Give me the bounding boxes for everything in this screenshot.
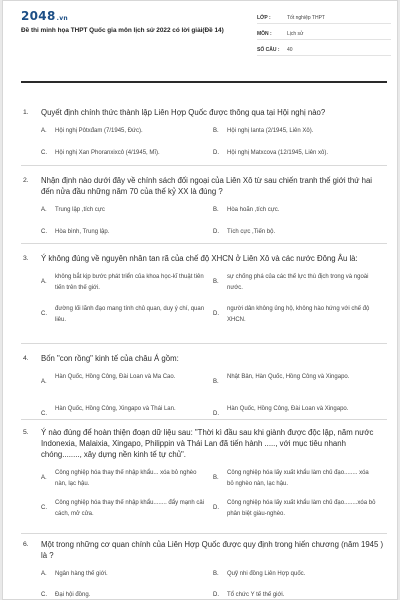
option-letter: D.	[213, 592, 219, 598]
question-separator	[21, 419, 387, 420]
option-a[interactable]	[41, 205, 206, 216]
option-text: Hội nghị Xan Phoranxixcô (4/1945, Mĩ).	[55, 150, 160, 156]
option-letter: B.	[213, 475, 219, 481]
option-letter: C.	[41, 411, 47, 417]
option-text: Hàn Quốc, Hồng Công, Đài Loan và Xingapo.	[227, 406, 349, 412]
option-d[interactable]	[213, 148, 393, 159]
option-text: Quỹ nhi đồng Liên Hợp quốc.	[227, 571, 306, 577]
option-a[interactable]	[41, 126, 206, 137]
question-separator	[21, 165, 387, 166]
option-letter: B.	[213, 571, 219, 577]
question-text: Một trong những cơ quan chính của Liên Hợp Quốc được quy định trong hiến chương (năm 1945 ) là ?	[41, 540, 384, 560]
meta-value: Lịch sử	[287, 30, 304, 37]
option-d[interactable]	[213, 404, 383, 419]
logo-main: 2048	[21, 9, 56, 23]
question-text: Nhận định nào dưới đây về chính sách đối ngoại của Liên Xô từ sau chiến tranh thế giới thứ hai đến nửa đầu những năm 70 của thế kỷ XX là đúng ?	[41, 176, 373, 196]
question-6	[3, 539, 398, 600]
option-d[interactable]	[213, 304, 383, 325]
option-letter: B.	[213, 128, 219, 134]
question-number: 4.	[23, 355, 29, 362]
option-text: Hòa hoãn ,tích cực.	[227, 207, 280, 213]
option-letter: D.	[213, 505, 219, 511]
option-text: Công nghiệp hóa thay thế nhập khẩu... xóa bỏ nghèo nàn, lạc hậu.	[55, 470, 197, 487]
option-c[interactable]	[41, 590, 206, 600]
option-text: Hòa bình, Trung lập.	[55, 229, 110, 235]
option-letter: A.	[41, 379, 47, 385]
option-b[interactable]	[213, 126, 393, 137]
option-letter: B.	[213, 279, 219, 285]
option-text: Ngân hàng thế giới.	[55, 571, 108, 577]
option-letter: C.	[41, 311, 47, 317]
question-number: 2.	[23, 177, 29, 184]
option-a[interactable]	[41, 372, 206, 387]
option-d[interactable]	[213, 498, 383, 519]
option-letter: C.	[41, 150, 47, 156]
question-number: 6.	[23, 541, 29, 548]
option-a[interactable]	[41, 468, 206, 489]
option-letter: D.	[213, 150, 219, 156]
question-2	[3, 175, 398, 241]
option-a[interactable]	[41, 569, 206, 580]
option-text: Công nghiệp hóa lấy xuất khẩu làm chủ đạo........xóa bỏ phân biệt giàu-nghèo.	[227, 500, 376, 517]
question-separator	[21, 243, 387, 244]
meta-key: MÔN :	[257, 30, 272, 37]
option-letter: B.	[213, 207, 219, 213]
option-b[interactable]	[213, 569, 393, 580]
option-letter: C.	[41, 592, 47, 598]
question-1	[3, 107, 398, 166]
option-letter: A.	[41, 207, 47, 213]
option-b[interactable]	[213, 272, 383, 293]
option-d[interactable]	[213, 590, 393, 600]
option-text: Hàn Quốc, Hồng Công, Xingapo và Thái Lan.	[55, 406, 176, 412]
header-divider	[21, 81, 387, 83]
option-b[interactable]	[213, 372, 383, 387]
question-separator	[21, 343, 387, 344]
option-letter: A.	[41, 571, 47, 577]
logo-suffix: .vn	[56, 15, 68, 22]
option-text: sự chống phá của các thế lực thù địch trong và ngoài nước.	[227, 274, 369, 291]
question-separator	[21, 533, 387, 534]
option-text: Công nghiệp hóa thay thế nhập khẩu........ đẩy mạnh cải cách, mở cửa.	[55, 500, 205, 517]
option-letter: A.	[41, 475, 47, 481]
document-header	[3, 1, 397, 65]
option-text: Hội nghị Ianta (2/1945, Liên Xô).	[227, 128, 314, 134]
option-text: người dân không ủng hộ, không hào hứng với chế độ XHCN.	[227, 306, 370, 323]
document-title: Đề thi minh họa THPT Quốc gia môn lịch sử 2022 có lời giải(Đề 14)	[21, 27, 224, 34]
meta-key: LỚP :	[257, 14, 271, 21]
question-number: 1.	[23, 109, 29, 116]
meta-value: 40	[287, 46, 293, 53]
option-letter: C.	[41, 505, 47, 511]
question-text: Bốn "con rồng" kinh tế của châu Á gồm:	[41, 354, 179, 363]
question-3	[3, 253, 398, 332]
option-text: Hàn Quốc, Hồng Công, Đài Loan và Ma Cao.	[55, 374, 176, 380]
option-text: đường lối lãnh đạo mang tính chủ quan, duy ý chí, quan liêu.	[55, 306, 205, 323]
meta-row-class	[257, 12, 391, 24]
option-letter: D.	[213, 311, 219, 317]
question-text: Quyết định chính thức thành lập Liên Hợp Quốc được thông qua tại Hội nghị nào?	[41, 108, 326, 117]
option-c[interactable]	[41, 498, 206, 519]
question-4	[3, 353, 398, 432]
meta-key: SỐ CÂU :	[257, 46, 280, 53]
option-c[interactable]	[41, 148, 206, 159]
meta-value: Tốt nghiệp THPT	[287, 14, 325, 21]
question-number: 3.	[23, 255, 29, 262]
option-text: Hội nghị Matxcova (12/1945, Liên xô).	[227, 150, 329, 156]
option-text: Công nghiệp hóa lấy xuất khẩu làm chủ đạo........ xóa bỏ nghèo nàn, lạc hậu.	[227, 470, 369, 487]
option-c[interactable]	[41, 404, 206, 419]
option-b[interactable]	[213, 468, 383, 489]
option-a[interactable]	[41, 272, 206, 293]
option-b[interactable]	[213, 205, 393, 216]
option-letter: A.	[41, 128, 47, 134]
document-meta	[257, 12, 391, 60]
option-text: Trung lập ,tích cực	[55, 207, 105, 213]
option-letter: D.	[213, 411, 219, 417]
document-page	[2, 0, 398, 600]
question-text: Ý không đúng về nguyên nhân tan rã của chế độ XHCN ở Liên Xô và các nước Đông Âu là:	[41, 254, 358, 263]
option-d[interactable]	[213, 227, 393, 238]
option-letter: D.	[213, 229, 219, 235]
option-c[interactable]	[41, 227, 206, 238]
option-letter: C.	[41, 229, 47, 235]
question-number: 5.	[23, 429, 29, 436]
meta-row-subject	[257, 28, 391, 40]
option-letter: B.	[213, 379, 219, 385]
option-letter: A.	[41, 279, 47, 285]
option-text: Đại hội đồng.	[55, 592, 91, 598]
question-5	[3, 427, 398, 526]
option-text: Hội nghị Pôtxđam (7/1945, Đức).	[55, 128, 143, 134]
option-text: Tích cực ,Tiến bộ.	[227, 229, 276, 235]
meta-row-count	[257, 44, 391, 56]
option-c[interactable]	[41, 304, 206, 325]
option-text: Nhật Bản, Hàn Quốc, Hồng Công và Xingapo.	[227, 374, 350, 380]
option-text: Tổ chức Y tế thế giới.	[227, 592, 285, 598]
option-text: không bắt kịp bước phát triển của khoa học-kĩ thuật tiên tiến trên thế giới.	[55, 274, 204, 291]
question-text: Ý nào đúng để hoàn thiện đoạn dữ liệu sau: "Thời kì đầu sau khi giành được độc lập, năm nước Indonexia, Malaixia, Xingapo, Philippin và Thái Lan đã tiến hành ....., với mục tiêu nhanh chóng........, xây dựng nền kinh tế tự chủ".	[41, 428, 374, 459]
